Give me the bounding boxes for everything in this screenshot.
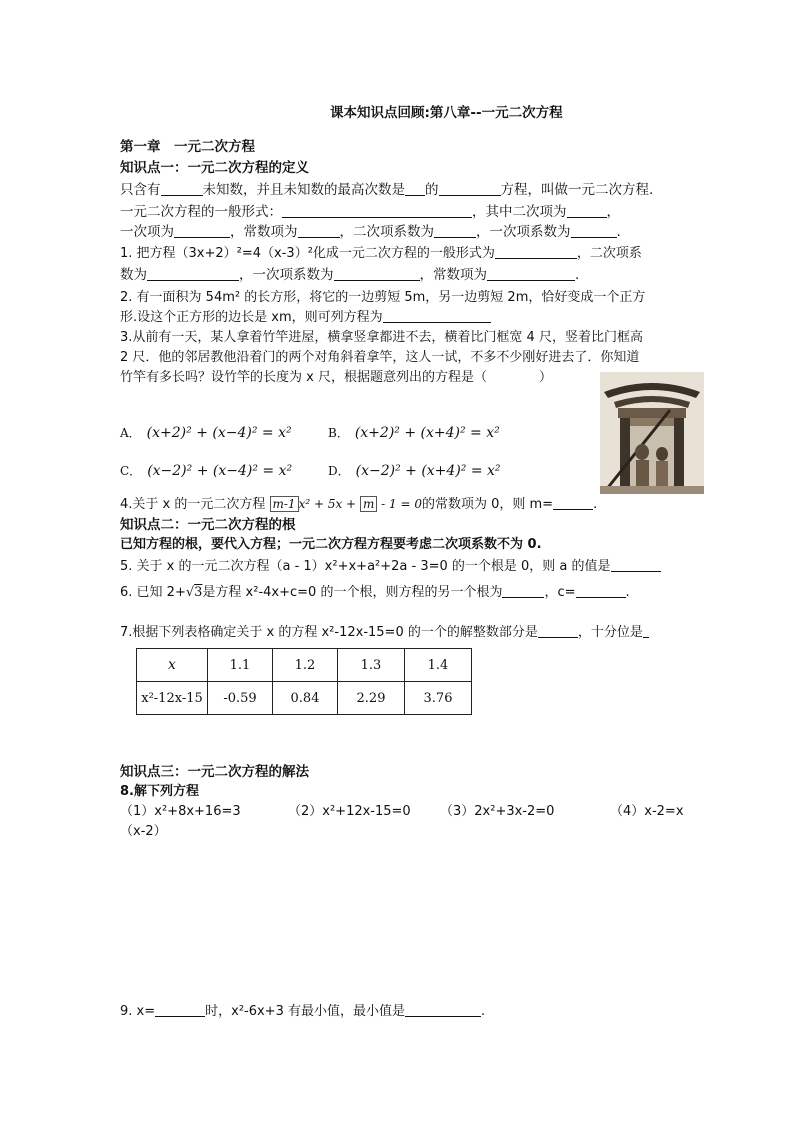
option-a[interactable]: A． (x+2)² + (x−4)² = x² <box>120 425 292 441</box>
question-1-a: 1. 把方程（3x+2）²=4（x-3）²化成一元二次方程的一般形式为 ，二次项系 <box>120 246 642 261</box>
blank[interactable] <box>405 181 425 196</box>
table-cell: x <box>137 649 208 682</box>
blank[interactable] <box>567 203 607 218</box>
equation-4-cont: （x-2） <box>120 824 167 839</box>
blank[interactable] <box>487 266 575 281</box>
equation-3: （3）2x²+3x-2=0 <box>440 804 555 819</box>
table-cell: 3.76 <box>405 682 472 715</box>
blank[interactable] <box>538 623 578 638</box>
kp1-heading: 知识点一：一元二次方程的定义 <box>120 160 309 176</box>
page-title: 课本知识点回顾:第八章--一元二次方程 <box>330 105 563 121</box>
table-row <box>137 682 472 715</box>
table-cell: 0.84 <box>273 682 338 715</box>
table-cell: 1.1 <box>208 649 273 682</box>
blank[interactable] <box>502 583 544 598</box>
kp1-line1: 只含有 未知数，并且未知数的最高次数是 的 方程，叫做一元二次方程. <box>120 182 654 198</box>
kp1-line2: 一元二次方程的一般形式： ，其中二次项为 ， <box>120 204 620 220</box>
question-2-b: 形.设这个正方形的边长是 xm，则可列方程为 <box>120 308 491 328</box>
table-cell: 2.29 <box>338 682 405 715</box>
blank[interactable] <box>439 181 501 196</box>
question-9: 9. x= 时，x²-6x+3 有最小值，最小值是 . <box>120 1004 486 1019</box>
blank[interactable] <box>174 223 230 238</box>
equation-1: （1）x²+8x+16=3 <box>120 804 241 819</box>
blank[interactable] <box>553 495 593 510</box>
blank[interactable] <box>611 557 661 572</box>
question-5: 5. 关于 x 的一元二次方程（a - 1）x²+x+a²+2a - 3=0 的一个根是 0，则 a 的值是 <box>120 557 661 577</box>
option-b[interactable]: B． (x+2)² + (x+4)² = x² <box>328 425 500 441</box>
table-cell: -0.59 <box>208 682 273 715</box>
blank[interactable] <box>282 203 472 218</box>
question-3-a: 3.从前有一天，某人拿着竹竿进屋，横拿竖拿都进不去，横着比门框宽 4 尺，竖着比门框高 <box>120 330 643 345</box>
equation-2: （2）x²+12x-15=0 <box>288 804 411 819</box>
question-8: 8.解下列方程 <box>120 784 199 799</box>
question-3-b: 2 尺．他的邻居教他沿着门的两个对角斜着拿竿，这人一试，不多不少刚好进去了．你知道 <box>120 350 640 365</box>
blank[interactable] <box>576 583 626 598</box>
kp2-heading: 知识点二：一元二次方程的根 <box>120 517 296 533</box>
gateway-illustration <box>600 372 704 494</box>
kp2-note: 已知方程的根，要代入方程；一元二次方程方程要考虑二次项系数不为 0. <box>120 537 542 552</box>
blank[interactable] <box>155 1002 205 1017</box>
question-4: 4.关于 x 的一元二次方程 m-1 x² + 5x + m - 1 = 0的常数项为 0，则 m= . <box>120 497 598 512</box>
table-row <box>137 649 472 682</box>
abs-box: m <box>360 496 377 512</box>
blank[interactable] <box>643 623 649 638</box>
blank[interactable] <box>434 223 476 238</box>
table-cell: 1.4 <box>405 649 472 682</box>
question-3-c: 竹竿有多长吗？设竹竿的长度为 x 尺，根据题意列出的方程是（ ） <box>120 370 552 385</box>
kp3-heading: 知识点三：一元二次方程的解法 <box>120 764 309 780</box>
question-2-a: 2. 有一面积为 54m² 的长方形，将它的一边剪短 5m，另一边剪短 2m，恰好变成一个正方 <box>120 290 646 305</box>
table-cell: 1.2 <box>273 649 338 682</box>
blank[interactable] <box>405 1002 481 1017</box>
blank[interactable] <box>298 223 340 238</box>
blank[interactable] <box>161 181 203 196</box>
question-6: 6. 已知 2+√3是方程 x²-4x+c=0 的一个根，则方程的另一个根为 ，c= . <box>120 585 630 600</box>
chapter-heading: 第一章 一元二次方程 <box>120 139 255 155</box>
blank[interactable] <box>383 308 491 323</box>
question-7: 7.根据下列表格确定关于 x 的方程 x²-12x-15=0 的一个的解整数部分是 ，十分位是 <box>120 623 649 643</box>
value-table <box>136 648 472 715</box>
equation-4: （4）x-2=x <box>610 804 684 819</box>
blank[interactable] <box>334 266 420 281</box>
blank[interactable] <box>147 266 239 281</box>
question-1-b: 数为 ，一次项系数为 ，常数项为 . <box>120 267 580 283</box>
abs-box: m-1 <box>270 496 299 512</box>
blank[interactable] <box>571 223 617 238</box>
option-d[interactable]: D． (x−2)² + (x+4)² = x² <box>328 463 501 479</box>
table-cell: 1.3 <box>338 649 405 682</box>
table-cell: x²-12x-15 <box>137 682 208 715</box>
option-c[interactable]: C． (x−2)² + (x−4)² = x² <box>120 463 293 479</box>
kp1-line3: 一次项为 ，常数项为 ，二次项系数为 ，一次项系数为 . <box>120 224 621 240</box>
blank[interactable] <box>495 244 577 259</box>
